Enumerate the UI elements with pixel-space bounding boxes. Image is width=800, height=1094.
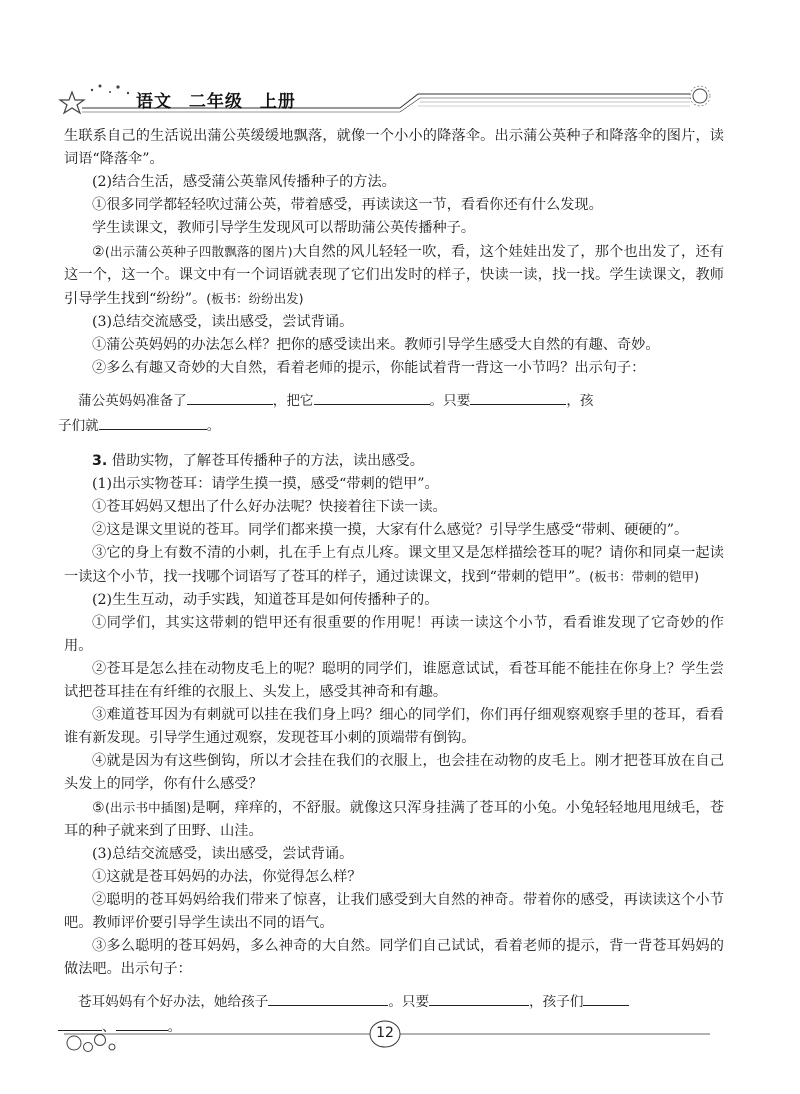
page-number: 12 [376,1025,394,1041]
blank-line[interactable] [187,390,273,405]
paragraph: ②(出示蒲公英种子四散飘落的图片)大自然的风儿轻轻一吹，看，这个娃娃出发了，那个也出发了，还有这一个，这一个。课文中有一个词语就表现了它们出发时的样子，快读一读，找一找。学生读课文，教师引导学生找到“纷纷”。(板书：纷纷出发) [64,244,724,307]
main-content [58,125,724,1051]
paragraph: ③它的身上有数不清的小刺，扎在手上有点儿疼。课文里又是怎样描绘苍耳的呢？请你和同桌一起读一读这个小节，找一找哪个词语写了苍耳的样子，通过读课文，找到“带刺的铠甲”。(板书：带刺的铠甲) [64,545,724,585]
fill-in-sentence-2: 苍耳妈妈有个好办法，她给孩子 。只要 ，孩子们 [64,991,724,1014]
blank-line[interactable] [268,991,388,1006]
blank-line[interactable] [314,390,430,405]
paragraph: (2)生生互动，动手实践，知道苍耳是如何传播种子的。 [92,592,439,608]
star-icon [60,92,84,113]
paragraph: ⑤(出示书中插图)是啊，痒痒的，不舒服。就像这只浑身挂满了苍耳的小兔。小兔轻轻地甩甩绒毛，苍耳的种子就来到了田野、山洼。 [64,800,724,839]
paragraph: ②苍耳是怎么挂在动物皮毛上的呢？聪明的同学们，谁愿意试试，看苍耳能不能挂在你身上？学生尝试把苍耳挂在有纤维的衣服上、头发上，感受其神奇和有趣。 [64,661,724,700]
fill-in-sentence-1-cont: 子们就 。 [64,415,724,438]
header-decoration [0,0,800,120]
blank-line[interactable] [583,991,629,1006]
header-subject: 语文 [136,92,172,112]
paragraph: ①苍耳妈妈又想出了什么好办法呢？快接着往下读一读。 [92,499,447,515]
sun-icon [693,89,707,103]
paragraph: 生联系自己的生活说出蒲公英缓缓地飘落，就像一个小小的降落伞。出示蒲公英种子和降落伞的图片，读词语“降落伞”。 [64,128,724,167]
paragraph: ①很多同学都轻轻吹过蒲公英，带着感受，再读读这一节，看看你还有什么发现。 [92,197,603,213]
section-number: 3. [92,453,108,469]
paragraph: (3)总结交流感受，读出感受，尝试背诵。 [92,846,354,862]
paragraph: ②这是课文里说的苍耳。同学们都来摸一摸，大家有什么感觉？引导学生感受“带刺、硬硬的”。 [92,522,689,538]
paragraph: ③多么聪明的苍耳妈妈，多么神奇的大自然。同学们自己试试，看着老师的提示，背一背苍耳妈妈的做法吧。出示句子： [64,938,724,977]
page-footer [0,1010,800,1094]
paragraph: (2)结合生活，感受蒲公英靠风传播种子的方法。 [92,174,396,190]
header-grade: 二年级 [188,92,243,112]
paragraph: 学生读课文，教师引导学生发现风可以帮助蒲公英传播种子。 [92,220,476,236]
board-note: (板书：带刺的铠甲) [589,569,700,584]
header-title [136,87,306,112]
paragraph: ③难道苍耳因为有刺就可以挂在我们身上吗？细心的同学们，你们再仔细观察观察手里的苍耳，看看谁有新发现。引导学生通过观察，发现苍耳小刺的顶端带有倒钩。 [64,707,724,746]
blank-line[interactable] [429,991,529,1006]
blank-line[interactable] [470,390,566,405]
paragraph: ①这就是苍耳妈妈的办法，你觉得怎么样？ [92,869,362,885]
fill-in-sentence-2-cont: 、 。 [64,1016,724,1039]
blank-line[interactable] [99,415,207,430]
page-header [0,0,800,120]
paragraph: (1)出示实物苍耳：请学生摸一摸，感受“带刺的铠甲”。 [92,476,439,492]
fill-in-sentence-1: 蒲公英妈妈准备了 ，把它 。只要 ，孩 [64,390,724,413]
footer-decoration [0,1010,800,1094]
header-volume: 上册 [259,92,296,112]
board-note: (板书：纷纷出发) [206,291,304,306]
paragraph: ①蒲公英妈妈的办法怎么样？把你的感受读出来。教师引导学生感受大自然的有趣、奇妙。 [92,337,660,353]
paragraph: (3)总结交流感受，读出感受，尝试背诵。 [92,314,354,330]
paragraph: ②聪明的苍耳妈妈给我们带来了惊喜，让我们感受到大自然的神奇。带着你的感受，再读读这个小节吧。教师评价要引导学生读出不同的语气。 [64,892,724,931]
paragraph: ②多么有趣又奇妙的大自然，看着老师的提示，你能试着背一背这一小节吗？出示句子： [92,360,646,376]
paragraph: ①同学们，其实这带刺的铠甲还有很重要的作用呢！再读一读这个小节，看看谁发现了它奇妙的作用。 [64,615,724,654]
section-3-heading: 3. 借助实物，了解苍耳传播种子的方法，读出感受。 [92,453,424,469]
image-note: (出示蒲公英种子四散飘落的图片) [104,244,293,259]
image-note: (出示书中插图) [104,800,192,815]
paragraph: ④就是因为有这些倒钩，所以才会挂在我们的衣服上，也会挂在动物的皮毛上。刚才把苍耳放在自己头发上的同学，你有什么感受？ [64,753,724,792]
